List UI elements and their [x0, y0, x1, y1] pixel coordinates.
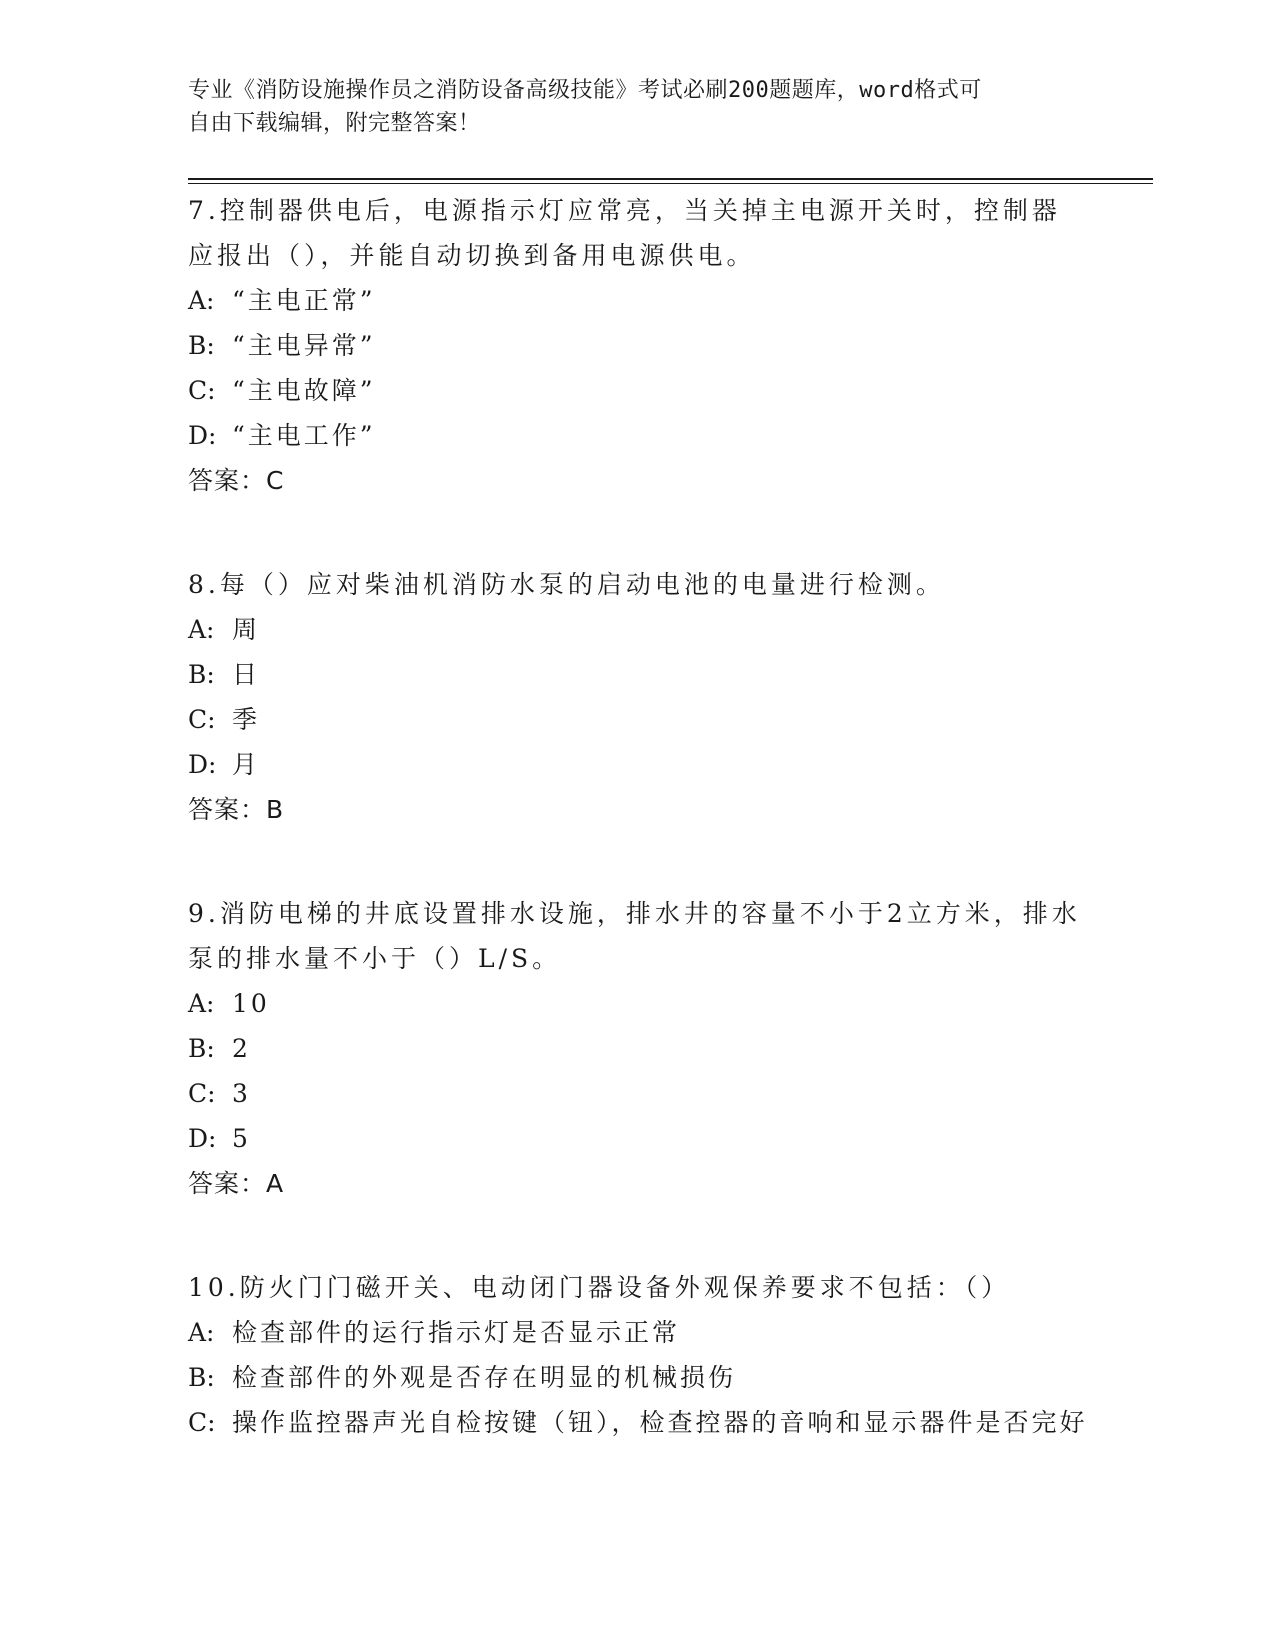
option-letter: B: [188, 331, 215, 360]
option-b [188, 652, 1088, 697]
option-text: 日 [232, 660, 261, 689]
option-letter: B: [188, 1034, 215, 1063]
header-divider-thin [188, 183, 1153, 184]
option-text: 操作监控器声光自检按键（钮），检查控器的音响和显示器件是否完好 [232, 1408, 1088, 1437]
question-9 [188, 891, 1088, 1207]
option-letter: A: [188, 286, 215, 315]
option-letter: D: [188, 750, 217, 779]
header-divider-thick [188, 178, 1153, 180]
option-c [188, 697, 1088, 742]
option-letter: D: [188, 1124, 217, 1153]
question-8 [188, 562, 1088, 833]
option-c [188, 1071, 1088, 1116]
question-text: 7.控制器供电后，电源指示灯应常亮，当关掉主电源开关时，控制器应报出（），并能自动切换到备用电源供电。 [188, 196, 1061, 270]
option-text: 检查部件的运行指示灯是否显示正常 [232, 1318, 681, 1347]
option-letter: A: [188, 1318, 215, 1347]
question-text: 9.消防电梯的井底设置排水设施，排水井的容量不小于2立方米，排水泵的排水量不小于（）L/S。 [188, 899, 1081, 973]
option-text: “主电工作” [232, 421, 376, 450]
option-a [188, 607, 1088, 652]
option-text: 5 [232, 1124, 251, 1153]
option-letter: A: [188, 615, 215, 644]
option-b [188, 1026, 1088, 1071]
option-letter: C: [188, 1408, 216, 1437]
option-text: 10 [232, 989, 270, 1018]
question-list [188, 188, 1088, 1503]
option-letter: B: [188, 660, 215, 689]
question-text: 10.防火门门磁开关、电动闭门器设备外观保养要求不包括：（） [188, 1273, 1011, 1302]
option-b [188, 1355, 1088, 1400]
question-text: 8.每（）应对柴油机消防水泵的启动电池的电量进行检测。 [188, 570, 945, 599]
option-d [188, 413, 1088, 458]
option-a [188, 1310, 1088, 1355]
option-text: 3 [232, 1079, 251, 1108]
option-a [188, 981, 1088, 1026]
header-line-1: 专业《消防设施操作员之消防设备高级技能》考试必刷200题题库，word格式可 [188, 78, 982, 103]
answer-line: 答案：B [188, 795, 285, 824]
answer-line: 答案：A [188, 1169, 285, 1198]
option-a [188, 278, 1088, 323]
answer-line: 答案：C [188, 466, 285, 495]
option-letter: C: [188, 705, 216, 734]
header-line-2: 自由下载编辑，附完整答案！ [188, 111, 481, 136]
option-letter: C: [188, 376, 216, 405]
option-c [188, 1400, 1088, 1445]
option-text: 周 [232, 615, 261, 644]
option-d [188, 742, 1088, 787]
option-c [188, 368, 1088, 413]
option-letter: C: [188, 1079, 216, 1108]
option-text: 检查部件的外观是否存在明显的机械损伤 [232, 1363, 737, 1392]
option-b [188, 323, 1088, 368]
option-text: 2 [232, 1034, 251, 1063]
option-d [188, 1116, 1088, 1161]
option-letter: A: [188, 989, 215, 1018]
question-10 [188, 1265, 1088, 1445]
option-letter: D: [188, 421, 217, 450]
option-letter: B: [188, 1363, 215, 1392]
question-7 [188, 188, 1088, 504]
document-header [188, 74, 1068, 140]
option-text: 季 [232, 705, 261, 734]
option-text: 月 [232, 750, 261, 779]
option-text: “主电故障” [232, 376, 376, 405]
option-text: “主电异常” [232, 331, 376, 360]
option-text: “主电正常” [232, 286, 376, 315]
